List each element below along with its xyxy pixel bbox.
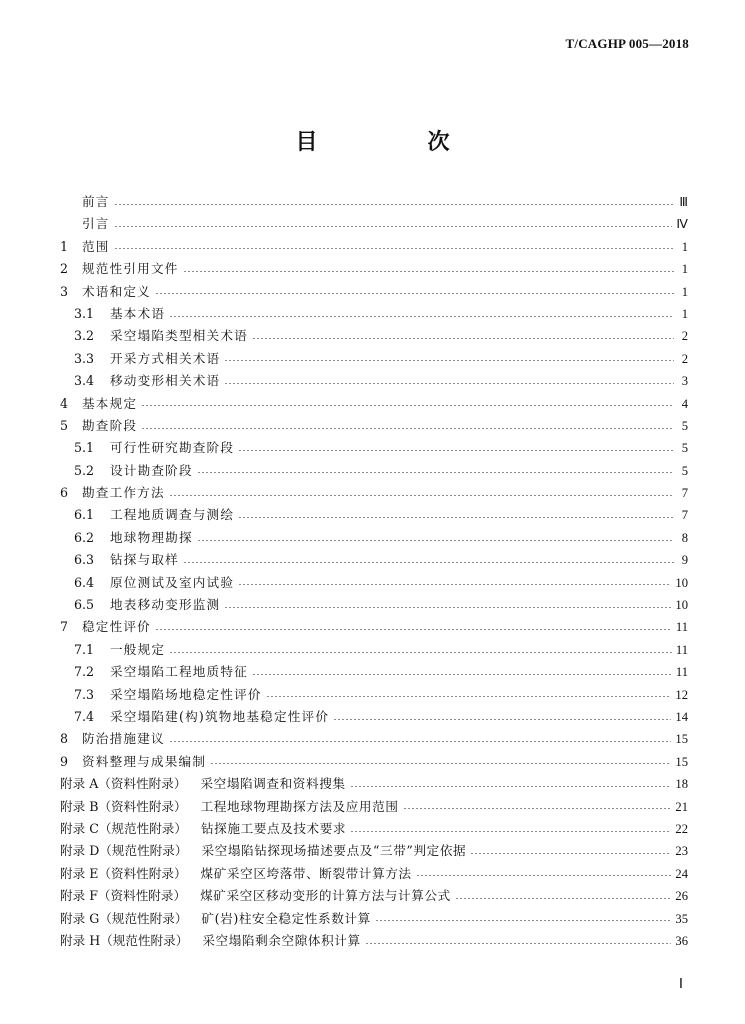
dot-leader — [350, 786, 672, 787]
toc-entry-page: 1 — [681, 284, 688, 299]
toc-entry[interactable] — [60, 684, 688, 706]
toc-entry-page: Ⅲ — [679, 195, 688, 209]
dot-leader — [114, 226, 673, 227]
toc-entry-number: 3.1 — [74, 305, 95, 321]
dot-leader — [333, 719, 671, 720]
toc-entry-label: 一般规定 — [110, 641, 166, 657]
toc-entry-label: 术语和定义 — [82, 283, 151, 299]
toc-entry-number: 2 — [60, 261, 69, 277]
toc-entry-number: 附录 C（规范性附录） — [60, 820, 187, 836]
toc-entry[interactable] — [60, 616, 688, 638]
footer-page-number: Ⅰ — [678, 977, 683, 992]
toc-entry-label: 采空塌陷剩余空隙体积计算 — [202, 932, 361, 948]
toc-entry-number: 附录 B（资料性附录） — [60, 798, 187, 814]
toc-entry-page: 36 — [675, 933, 688, 948]
toc-entry-number: 7.4 — [74, 708, 95, 724]
toc-entry-page: 3 — [681, 374, 688, 389]
toc-entry-page: 15 — [675, 754, 688, 769]
toc-entry-page: 23 — [675, 844, 688, 859]
toc-entry-page: 7 — [681, 486, 688, 501]
toc-entry-label: 地表移动变形监测 — [110, 597, 221, 613]
dot-leader — [141, 405, 674, 406]
dot-leader — [224, 607, 671, 608]
toc-entry[interactable] — [60, 281, 688, 303]
toc-entry-number: 5 — [60, 417, 69, 433]
toc-entry-label: 基本规定 — [82, 395, 138, 411]
toc-entry-label: 范围 — [82, 238, 110, 254]
toc-entry[interactable] — [60, 572, 688, 594]
toc-entry[interactable] — [60, 437, 688, 459]
dot-leader — [155, 629, 672, 630]
toc-entry-number: 5.1 — [74, 440, 95, 456]
dot-leader — [238, 517, 674, 518]
dot-leader — [238, 584, 671, 585]
toc-entry-label: 采空塌陷钻探现场描述要点及“三带”判定依据 — [201, 843, 467, 859]
toc-entry-page: 2 — [681, 351, 688, 366]
dot-leader — [266, 696, 672, 697]
toc-entry-page: 7 — [681, 508, 688, 523]
toc-entry-page: 2 — [681, 329, 688, 344]
toc-entry-number: 附录 E（资料性附录） — [60, 865, 187, 881]
toc-entry-label: 稳定性评价 — [82, 619, 151, 635]
dot-leader — [141, 428, 674, 429]
dot-leader — [197, 540, 674, 541]
toc-entry-page: Ⅳ — [676, 217, 688, 232]
dot-leader — [114, 204, 674, 205]
toc-entry-number: 3.3 — [74, 350, 95, 366]
toc-entry[interactable] — [60, 818, 688, 840]
toc-entry-label: 基本术语 — [110, 305, 166, 321]
dot-leader — [455, 898, 672, 899]
toc-entry[interactable] — [60, 751, 688, 773]
dot-leader — [365, 943, 672, 944]
toc-entry-label: 规范性引用文件 — [82, 261, 179, 277]
toc-entry-label: 煤矿采空区垮落带、断裂带计算方法 — [200, 865, 412, 881]
toc-entry-label: 工程地球物理勘探方法及应用范围 — [200, 798, 399, 814]
toc-entry-number: 附录 H（规范性附录） — [60, 932, 189, 948]
toc-entry-number: 3 — [60, 283, 69, 299]
dot-leader — [197, 472, 674, 473]
page-title: 目 次 — [295, 130, 494, 155]
toc-entry-label: 钻探施工要点及技术要求 — [200, 820, 347, 836]
toc-entry-number: 6.4 — [74, 574, 95, 590]
dot-leader — [375, 920, 672, 921]
toc-entry[interactable] — [60, 661, 688, 683]
toc-entry-page: 18 — [675, 777, 688, 792]
toc-entry[interactable] — [60, 482, 688, 504]
dot-leader — [224, 360, 674, 361]
toc-entry-label: 钻探与取样 — [110, 552, 179, 568]
toc-entry[interactable] — [60, 594, 688, 616]
toc-entry[interactable] — [60, 840, 688, 862]
dot-leader — [238, 450, 674, 451]
toc-entry-label: 工程地质调查与测绘 — [110, 507, 235, 523]
toc-entry-label: 勘查阶段 — [82, 417, 138, 433]
toc-entry[interactable] — [60, 258, 688, 280]
toc-entry-number: 3.2 — [74, 328, 95, 344]
toc-entry[interactable] — [60, 728, 688, 750]
toc-entry-page: 11 — [675, 642, 688, 657]
toc-entry-number: 5.2 — [74, 462, 95, 478]
toc-entry-label: 地球物理勘探 — [110, 529, 193, 545]
toc-entry[interactable] — [60, 348, 688, 370]
dot-leader — [252, 338, 674, 339]
toc-entry-number: 8 — [60, 731, 69, 747]
toc-entry-label: 煤矿采空区移动变形的计算方法与计算公式 — [200, 888, 451, 904]
toc-entry-page: 26 — [675, 889, 688, 904]
toc-entry-number: 附录 F（资料性附录） — [60, 888, 187, 904]
toc-entry-page: 9 — [681, 553, 688, 568]
dot-leader — [403, 808, 672, 809]
toc-entry[interactable] — [60, 213, 688, 235]
toc-entry-number: 6 — [60, 485, 69, 501]
toc-entry-page: 1 — [681, 262, 688, 277]
toc-entry-label: 防治措施建议 — [82, 731, 165, 747]
toc-entry[interactable] — [60, 908, 688, 930]
toc-entry-page: 5 — [681, 463, 688, 478]
toc-entry[interactable] — [60, 460, 688, 482]
dot-leader — [114, 248, 674, 249]
toc-entry[interactable] — [60, 549, 688, 571]
dot-leader — [416, 875, 672, 876]
toc-entry-label: 引言 — [82, 216, 110, 232]
toc-entry-label: 设计勘查阶段 — [110, 462, 193, 478]
toc-entry[interactable] — [60, 415, 688, 437]
toc-entry[interactable] — [60, 930, 688, 952]
toc-entry[interactable] — [60, 191, 688, 213]
toc-entry-label: 原位测试及室内试验 — [110, 574, 235, 590]
toc-entry-page: 5 — [681, 418, 688, 433]
toc-entry[interactable] — [60, 773, 688, 795]
dot-leader — [210, 763, 671, 764]
dot-leader — [350, 831, 671, 832]
toc-entry-number: 9 — [60, 753, 69, 769]
toc-entry-page: 35 — [675, 911, 688, 926]
toc-entry-label: 前言 — [82, 194, 110, 209]
toc-entry[interactable] — [60, 885, 688, 907]
toc-entry[interactable] — [60, 370, 688, 392]
dot-leader — [155, 293, 674, 294]
dot-leader — [169, 316, 674, 317]
toc-entry-label: 矿(岩)柱安全稳定性系数计算 — [201, 910, 371, 926]
toc-entry-page: 4 — [681, 396, 688, 411]
toc-entry-number: 6.1 — [74, 507, 95, 523]
toc-entry-label: 采空塌陷建(构)筑物地基稳定性评价 — [110, 708, 330, 724]
toc-entry-number: 6.5 — [74, 597, 95, 613]
toc-entry-number: 附录 A（资料性附录） — [60, 776, 187, 792]
toc-entry-page: 21 — [675, 799, 688, 814]
toc-entry-number: 7.3 — [74, 686, 95, 702]
dot-leader — [224, 383, 674, 384]
toc-entry-number: 7.2 — [74, 664, 95, 680]
dot-leader — [169, 495, 674, 496]
toc-entry[interactable] — [60, 863, 688, 885]
toc-entry-label: 移动变形相关术语 — [110, 373, 221, 389]
dot-leader — [183, 562, 674, 563]
dot-leader — [252, 674, 672, 675]
toc-entry[interactable] — [60, 527, 688, 549]
toc-entry-page: 10 — [675, 598, 688, 613]
toc-entry-label: 采空塌陷调查和资料搜集 — [200, 776, 346, 792]
dot-leader — [169, 652, 672, 653]
toc-entry[interactable] — [60, 393, 688, 415]
dot-leader — [169, 741, 672, 742]
toc-entry-page: 1 — [681, 239, 688, 254]
toc-entry-number: 7 — [60, 619, 69, 635]
toc-entry[interactable] — [60, 504, 688, 526]
toc-entry-number: 6.3 — [74, 552, 95, 568]
toc-entry-page: 11 — [675, 665, 688, 680]
toc-entry-page: 22 — [675, 821, 688, 836]
toc-entry-page: 11 — [675, 620, 688, 635]
toc-entry-page: 14 — [675, 709, 688, 724]
toc-entry[interactable] — [60, 706, 688, 728]
toc-entry-label: 开采方式相关术语 — [110, 350, 221, 366]
toc-entry[interactable] — [60, 303, 688, 325]
dot-leader — [183, 271, 674, 272]
toc-entry-label: 采空塌陷场地稳定性评价 — [110, 686, 262, 702]
toc-entry-label: 采空塌陷工程地质特征 — [110, 664, 248, 680]
toc-entry-number: 3.4 — [74, 373, 95, 389]
dot-leader — [470, 853, 671, 854]
toc-entry-page: 10 — [675, 575, 688, 590]
toc-entry-label: 勘查工作方法 — [82, 485, 165, 501]
toc-entry-page: 1 — [681, 306, 688, 321]
toc-entry[interactable] — [60, 796, 688, 818]
table-of-contents — [60, 191, 688, 952]
toc-entry-page: 12 — [675, 687, 688, 702]
toc-entry-number: 4 — [60, 395, 69, 411]
toc-entry-number: 1 — [60, 238, 69, 254]
toc-entry-page: 24 — [675, 866, 688, 881]
toc-entry[interactable] — [60, 325, 688, 347]
toc-entry-number: 7.1 — [74, 641, 95, 657]
toc-entry[interactable] — [60, 639, 688, 661]
toc-entry-number: 附录 G（规范性附录） — [60, 910, 188, 926]
toc-entry-page: 5 — [681, 441, 688, 456]
toc-entry-page: 8 — [681, 530, 688, 545]
toc-entry-label: 采空塌陷类型相关术语 — [110, 328, 248, 344]
toc-entry-page: 15 — [675, 732, 688, 747]
toc-entry-label: 可行性研究勘查阶段 — [110, 440, 235, 456]
toc-entry-label: 资料整理与成果编制 — [82, 753, 207, 769]
standard-code: T/CAGHP 005—2018 — [565, 36, 689, 51]
toc-entry-number: 6.2 — [74, 529, 95, 545]
toc-entry-number: 附录 D（规范性附录） — [60, 843, 188, 859]
toc-entry[interactable] — [60, 236, 688, 258]
